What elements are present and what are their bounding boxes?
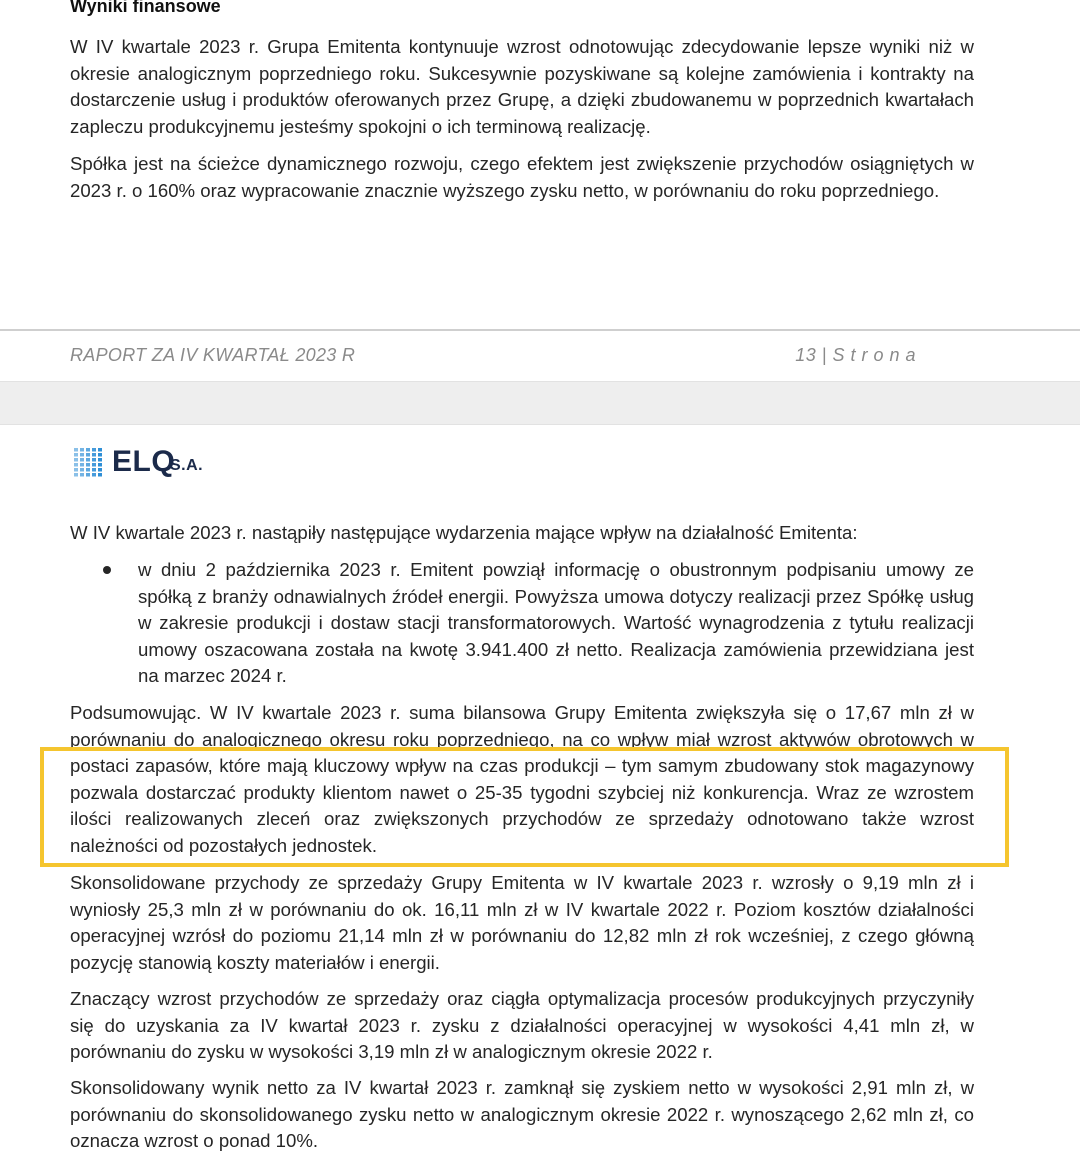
paragraph-q4-growth: W IV kwartale 2023 r. Grupa Emitenta kontynuuje wzrost odnotowując zdecydowanie lepsze wyniki niż w okresie analogicznym poprzedniego roku. Sukcesywnie pozyskiwane są kolejne zamówienia i kontrakty na dostarczenie usług i produktów oferowanych przez Grupę, a dzięki zbudowanemu w poprzednich kwartałach zapleczu produkcyjnemu jesteśmy spokojni o ich terminową realizację.	[70, 36, 974, 137]
paragraph-revenue-growth: Spółka jest na ścieżce dynamicznego rozwoju, czego efektem jest zwiększenie przychodów osiągniętych w 2023 r. o 160% oraz wypracowanie znacznie wyższego zysku netto, w porównaniu do roku poprzedniego.	[70, 153, 974, 201]
paragraph-net-result: Skonsolidowany wynik netto za IV kwartał 2023 r. zamknął się zyskiem netto w wysokości 2,91 mln zł, w porównaniu do skonsolidowanego zysku netto w analogicznym okresie 2022 r. wynoszącego 2,62 mln zł, co oznacza wzrost o ponad 10%.	[70, 1077, 974, 1151]
list-item-text: w dniu 2 października 2023 r. Emitent powziął informację o obustronnym podpisaniu umowy ze spółką z branży odnawialnych źródeł energii. Powyższa umowa dotyczy realizacji przez Spółkę usług w zakresie produkcji i dostaw stacji transformatorowych. Wartość wynagrodzenia z tytułu realizacji umowy oszacowana została na kwotę 3.941.400 zł netto. Realizacja zamówienia przewidziana jest na marzec 2024 r.	[138, 559, 974, 686]
previous-page	[0, 0, 1080, 330]
section-heading: Wyniki finansowe	[70, 0, 221, 16]
paragraph-consolidated-revenue: Skonsolidowane przychody ze sprzedaży Grupy Emitenta w IV kwartale 2023 r. wzrosły o 9,19 mln zł i wyniosły 25,3 mln zł w porównaniu do ok. 16,11 mln zł w IV kwartale 2022 r. Poziom kosztów działalności operacyjnej wzrósł do poziomu 21,14 mln zł w porównaniu do 12,82 mln zł rok wcześniej, z czego główną pozycję stanowią koszty materiałów i energii.	[70, 872, 974, 973]
logo-grid-icon	[72, 446, 104, 478]
bullet-icon	[103, 566, 111, 574]
intro-paragraph: W IV kwartale 2023 r. nastąpiły następujące wydarzenia mające wpływ na działalność Emitenta:	[70, 522, 858, 543]
logo-name: ELQ	[112, 445, 176, 478]
events-list	[70, 557, 974, 690]
page-gap	[0, 381, 1080, 425]
paragraph-operating-profit: Znaczący wzrost przychodów ze sprzedaży oraz ciągła optymalizacja procesów produkcyjnych przyczyniły się do uzyskania za IV kwartał 2023 r. zysku z działalności operacyjnej w wysokości 4,41 mln zł, w porównaniu do zysku w wysokości 3,19 mln zł w analogicznym okresie 2022 r.	[70, 988, 974, 1062]
list-item	[70, 557, 974, 690]
footer-page-number: 13 | S t r o n a	[795, 345, 916, 365]
page-divider	[0, 329, 1080, 331]
logo-suffix: S.A.	[170, 457, 204, 474]
footer-report-title: RAPORT ZA IV KWARTAŁ 2023 R	[70, 345, 356, 365]
page-footer	[70, 345, 916, 371]
summary-paragraph: Podsumowując. W IV kwartale 2023 r. suma bilansowa Grupy Emitenta zwiększyła się o 17,67 mln zł w porównaniu do analogicznego okresu roku poprzedniego, na co wpływ miał wzrost aktywów obrotowych w postaci zapasów, które mają kluczowy wpływ na czas produkcji – tym samym zbudowany stok magazynowy pozwala dostarczać produkty klientom nawet o 25-35 tygodni szybciej niż konkurencja. Wraz ze wzrostem ilości realizowanych zleceń oraz zwiększonych przychodów ze sprzedaży odnotowano także wzrost należności od pozostałych jednostek.	[70, 702, 974, 856]
